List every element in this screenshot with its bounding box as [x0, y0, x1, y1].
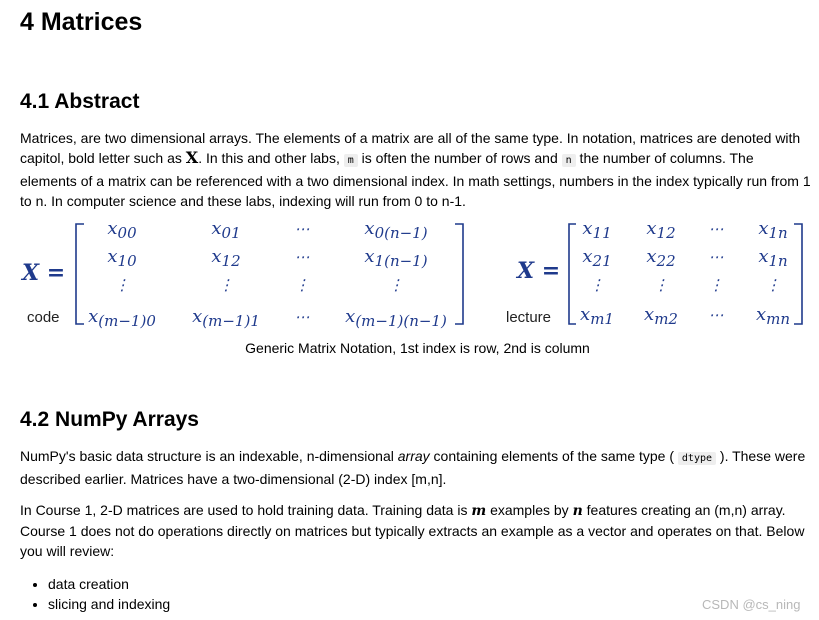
lecture-cell-r0-c2: ⋯ [708, 220, 724, 238]
code-label: code [27, 309, 60, 326]
code-cell-r2-c0: ⋮ [114, 276, 130, 294]
list-item: • data creation [48, 574, 170, 594]
code-lhs: X = [22, 260, 66, 286]
abstract-text-1: Matrices, are two dimensional arrays. The elements of a matrix are all of the same type. In notation, matrices are denoted with capitol, bold letter such as [20, 130, 801, 166]
lecture-cell-r3-c3: $x_{mn}$ [755, 304, 791, 328]
lecture-cell-r2-c3: ⋮ [765, 276, 781, 294]
abstract-text-3: is often the number of rows and [357, 150, 562, 166]
code-cell-r0-c0: $x_{00}$ [107, 218, 137, 242]
code-cell-r0-c1: $x_{01}$ [211, 218, 241, 242]
section-heading-numpy: 4.2 NumPy Arrays [20, 408, 199, 431]
numpy-paragraph-1 [20, 446, 812, 489]
code-cell-r0-c3: $x_{0(n-1)}$ [364, 218, 428, 242]
numpy2-text-3: features creating an (m,n) array. Course 1 does not do operations directly on matrices but typically extracts an example as a vector and operates on that. Below you will review: [20, 502, 805, 559]
figure-caption: Generic Matrix Notation, 1st index is row, 2nd is column [245, 340, 590, 356]
numpy-text-1: NumPy's basic data structure is an indexable, n-dimensional [20, 448, 398, 464]
review-list [20, 574, 170, 614]
page-title: 4 Matrices [20, 8, 143, 36]
code-cell-r3-c1: $x_{(m-1)1}$ [192, 306, 260, 330]
lecture-cell-r0-c3: $x_{1n}$ [758, 218, 788, 242]
inline-code-dtype: dtype [678, 452, 716, 465]
code-right-bracket [455, 224, 463, 324]
code-cell-r2-c3: ⋮ [388, 276, 404, 294]
list-item: • slicing and indexing [48, 594, 170, 614]
lecture-cell-r3-c0: $x_{m1}$ [580, 304, 614, 328]
code-cell-r3-c0: $x_{(m-1)0}$ [88, 306, 156, 330]
code-cell-r1-c2: ⋯ [294, 248, 310, 266]
code-cell-r2-c2: ⋮ [294, 276, 310, 294]
lecture-lhs: X = [517, 258, 561, 284]
lecture-cell-r3-c1: $x_{m2}$ [644, 304, 678, 328]
lecture-cell-r0-c0: $x_{11}$ [582, 218, 612, 242]
code-cell-r3-c2: ⋯ [294, 308, 310, 326]
numpy2-text-2: examples by [486, 502, 573, 518]
math-m: m [471, 503, 487, 519]
code-cell-r1-c1: $x_{12}$ [211, 246, 241, 270]
abstract-paragraph [20, 128, 812, 211]
code-cell-r0-c2: ⋯ [294, 220, 310, 238]
section-heading-abstract: 4.1 Abstract [20, 90, 140, 113]
lecture-cell-r1-c2: ⋯ [708, 248, 724, 266]
lecture-cell-r2-c0: ⋮ [589, 276, 605, 294]
lecture-cell-r0-c1: $x_{12}$ [646, 218, 676, 242]
math-n: n [572, 503, 583, 519]
abstract-text-2: . In this and other labs, [198, 150, 344, 166]
lecture-cell-r1-c1: $x_{22}$ [646, 246, 676, 270]
code-cell-r1-c0: $x_{10}$ [107, 246, 137, 270]
lecture-right-bracket [794, 224, 802, 324]
code-cell-r3-c3: $x_{(m-1)(n-1)}$ [345, 306, 447, 330]
lecture-cell-r1-c0: $x_{21}$ [582, 246, 612, 270]
lecture-cell-r2-c2: ⋮ [708, 276, 724, 294]
lecture-label: lecture [506, 309, 552, 326]
code-cell-r2-c1: ⋮ [218, 276, 234, 294]
italic-array: array [397, 448, 430, 464]
bold-x: X [185, 148, 199, 167]
lecture-cell-r2-c1: ⋮ [653, 276, 669, 294]
abstract-text-4: the number of columns. The elements of a matrix can be referenced with a two dimensional index. In math settings, numbers in the index typically run from 1 to n. In computer science and these labs, indexing will run from 0 to n-1. [20, 150, 811, 209]
lecture-cell-r3-c2: ⋯ [708, 306, 724, 324]
numpy-text-2: containing elements of the same type ( [429, 448, 678, 464]
inline-code-m: m [344, 154, 358, 167]
numpy-paragraph-2 [20, 500, 812, 561]
watermark: CSDN @cs_ning [702, 597, 801, 612]
numpy-text-3: ). These were described earlier. Matrices have a two-dimensional (2-D) index [m,n]. [20, 448, 806, 487]
lecture-cell-r1-c3: $x_{1n}$ [758, 246, 788, 270]
code-left-bracket [76, 224, 84, 324]
code-cell-r1-c3: $x_{1(n-1)}$ [364, 246, 428, 270]
inline-code-n: n [562, 154, 576, 167]
lecture-left-bracket [569, 224, 576, 324]
numpy2-text-1: In Course 1, 2-D matrices are used to hold training data. Training data is [20, 502, 472, 518]
